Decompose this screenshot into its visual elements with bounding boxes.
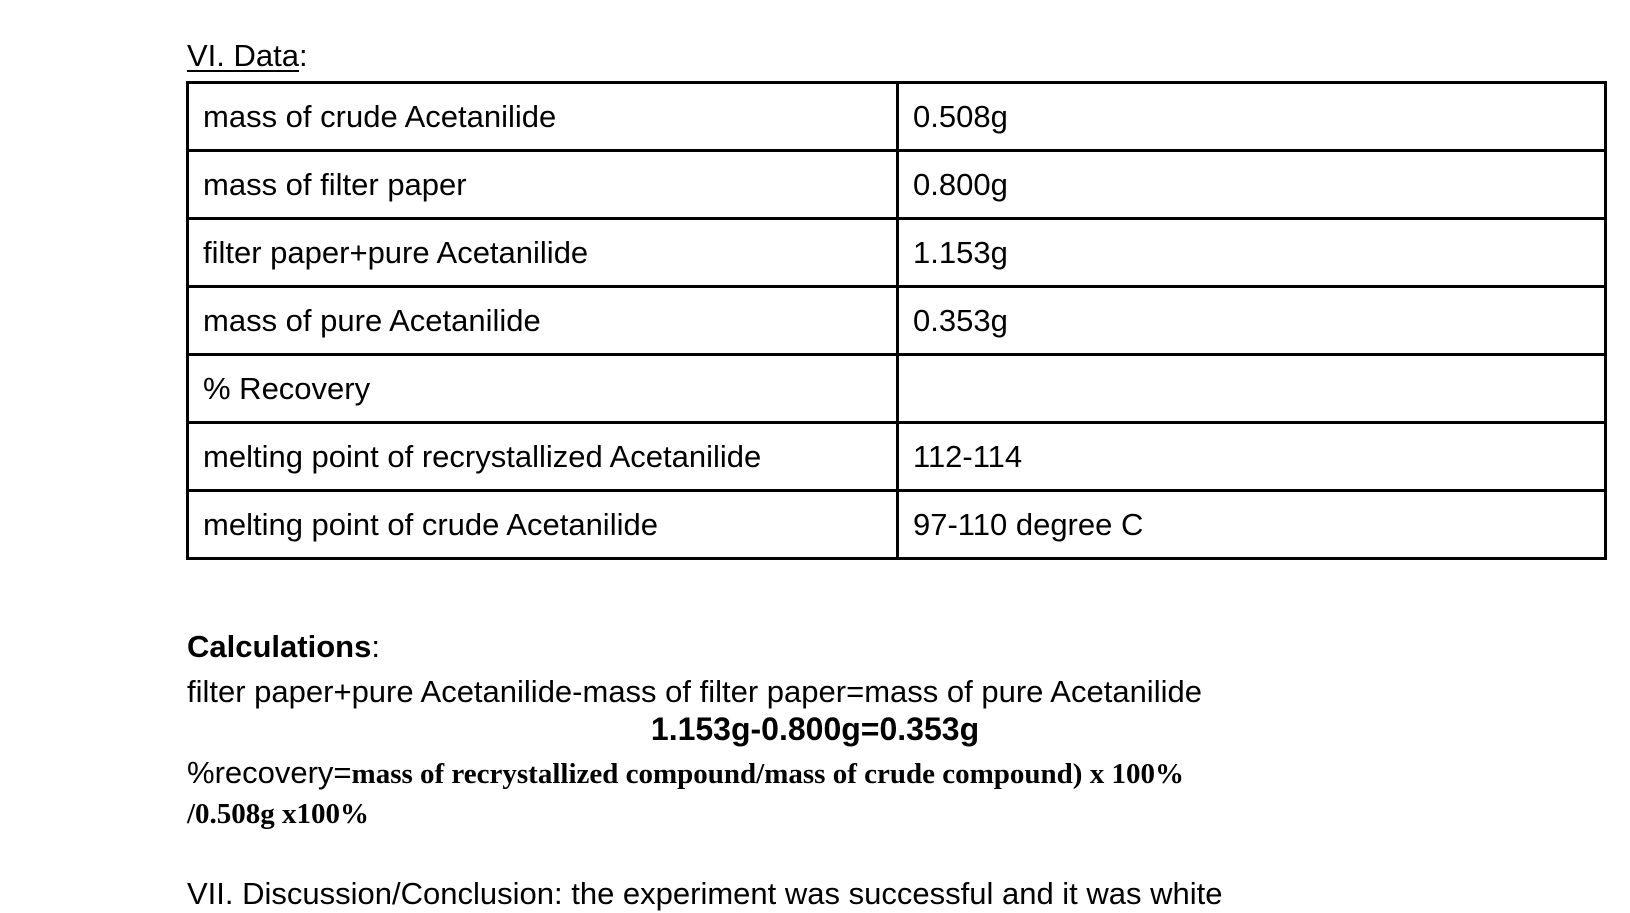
table-cell-value: 97-110 degree C [898, 491, 1606, 559]
calculations-heading [187, 628, 380, 666]
mass-formula-line: filter paper+pure Acetanilide-mass of filter paper=mass of pure Acetanilide [187, 674, 1202, 709]
table-cell-value: 0.800g [898, 151, 1606, 219]
table-cell-label: mass of pure Acetanilide [188, 287, 898, 355]
table-cell-label: mass of filter paper [188, 151, 898, 219]
table-cell-label: filter paper+pure Acetanilide [188, 219, 898, 287]
data-table [186, 81, 1607, 560]
table-cell-value: 0.353g [898, 287, 1606, 355]
table-cell-value [898, 355, 1606, 423]
table-cell-value: 112-114 [898, 423, 1606, 491]
table-row [188, 83, 1606, 151]
table-row [188, 491, 1606, 559]
recovery-formula: mass of recrystallized compound/mass of crude compound) x 100% [351, 758, 1184, 790]
section-heading-text: VI. Data [187, 38, 299, 73]
recovery-formula-line [187, 754, 1184, 798]
table-row [188, 151, 1606, 219]
table-row [188, 287, 1606, 355]
table-cell-value: 1.153g [898, 219, 1606, 287]
calculations-heading-colon: : [371, 629, 380, 664]
table-row [188, 423, 1606, 491]
table-cell-label: % Recovery [188, 355, 898, 423]
table-cell-label: melting point of crude Acetanilide [188, 491, 898, 559]
table-row [188, 355, 1606, 423]
mass-result-line: 1.153g-0.800g=0.353g [650, 711, 980, 747]
table-cell-label: melting point of recrystallized Acetanilide [188, 423, 898, 491]
table-cell-label: mass of crude Acetanilide [188, 83, 898, 151]
table-cell-value: 0.508g [898, 83, 1606, 151]
section-heading-colon: : [299, 38, 308, 73]
section-heading-data [187, 36, 308, 76]
recovery-prefix: %recovery= [187, 755, 352, 790]
table-row [188, 219, 1606, 287]
next-section-cut-off-text: VII. Discussion/Conclusion: the experiment was successful and it was white [187, 876, 1223, 911]
calculations-heading-text: Calculations [187, 629, 372, 664]
recovery-partial-line: /0.508g x100% [187, 798, 370, 830]
